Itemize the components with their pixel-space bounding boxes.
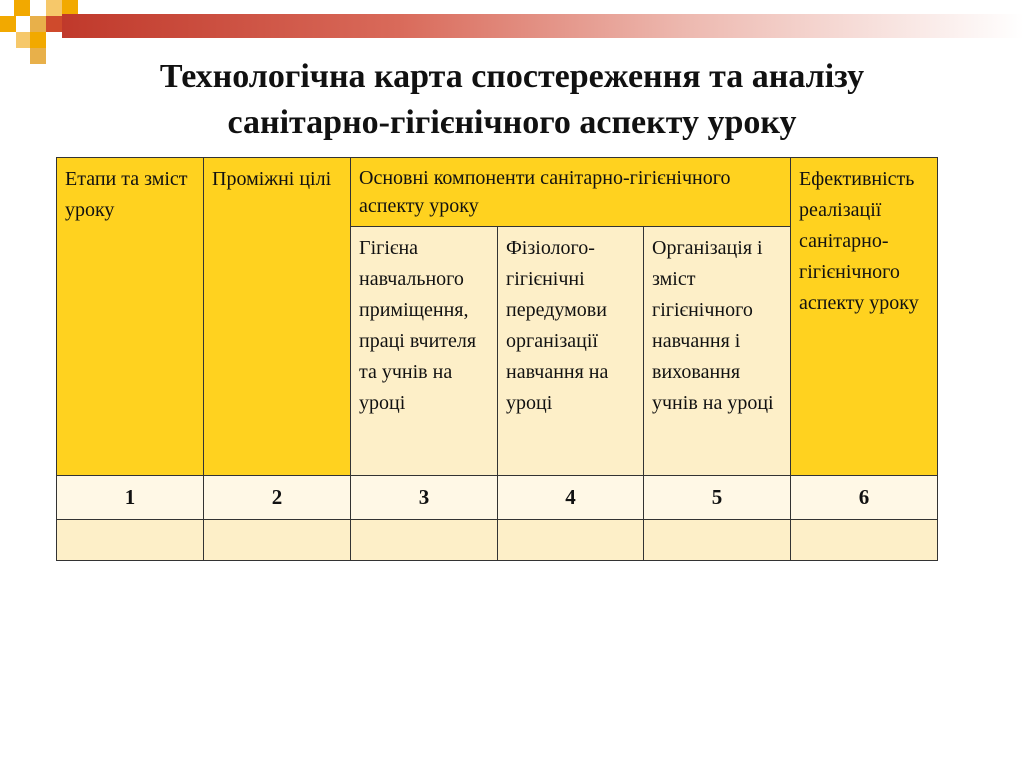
title-line-2: санітарно-гігієнічного аспекту уроку: [227, 104, 797, 141]
subheader-organization: Організація і зміст гігієнічного навчання і виховання учнів на уроці: [644, 227, 791, 476]
table-cell: [498, 520, 644, 561]
column-number: 1: [57, 476, 204, 520]
decor-square: [46, 16, 62, 32]
top-gradient-bar: [62, 14, 1024, 38]
slide-title: [40, 54, 984, 146]
table-cell: [351, 520, 498, 561]
column-number: 4: [498, 476, 644, 520]
header-intermediate-goals: Проміжні цілі: [204, 158, 351, 476]
header-main-components: Основні компоненти санітарно-гігієнічного аспекту уроку: [351, 158, 791, 227]
header-effectiveness: Ефективність реалізації санітарно-гігієнічного аспекту уроку: [791, 158, 938, 476]
subheader-physiology: Фізіолого-гігієнічні передумови організації навчання на уроці: [498, 227, 644, 476]
header-stages: Етапи та зміст уроку: [57, 158, 204, 476]
column-number: 3: [351, 476, 498, 520]
decor-square: [30, 32, 46, 48]
title-line-1: Технологічна карта спостереження та аналізу: [159, 58, 865, 95]
decor-square: [30, 16, 46, 32]
decor-square: [46, 0, 62, 16]
subheader-hygiene: Гігієна навчального приміщення, праці вчителя та учнів на уроці: [351, 227, 498, 476]
observation-map-table: [56, 157, 938, 561]
decor-square: [14, 0, 30, 16]
table-cell: [204, 520, 351, 561]
column-number: 5: [644, 476, 791, 520]
table-number-row: [57, 476, 938, 520]
table-header-row: [57, 158, 938, 227]
column-number: 6: [791, 476, 938, 520]
decor-square: [0, 16, 16, 32]
table-cell: [791, 520, 938, 561]
table-empty-row: [57, 520, 938, 561]
table-cell: [57, 520, 204, 561]
column-number: 2: [204, 476, 351, 520]
table-cell: [644, 520, 791, 561]
